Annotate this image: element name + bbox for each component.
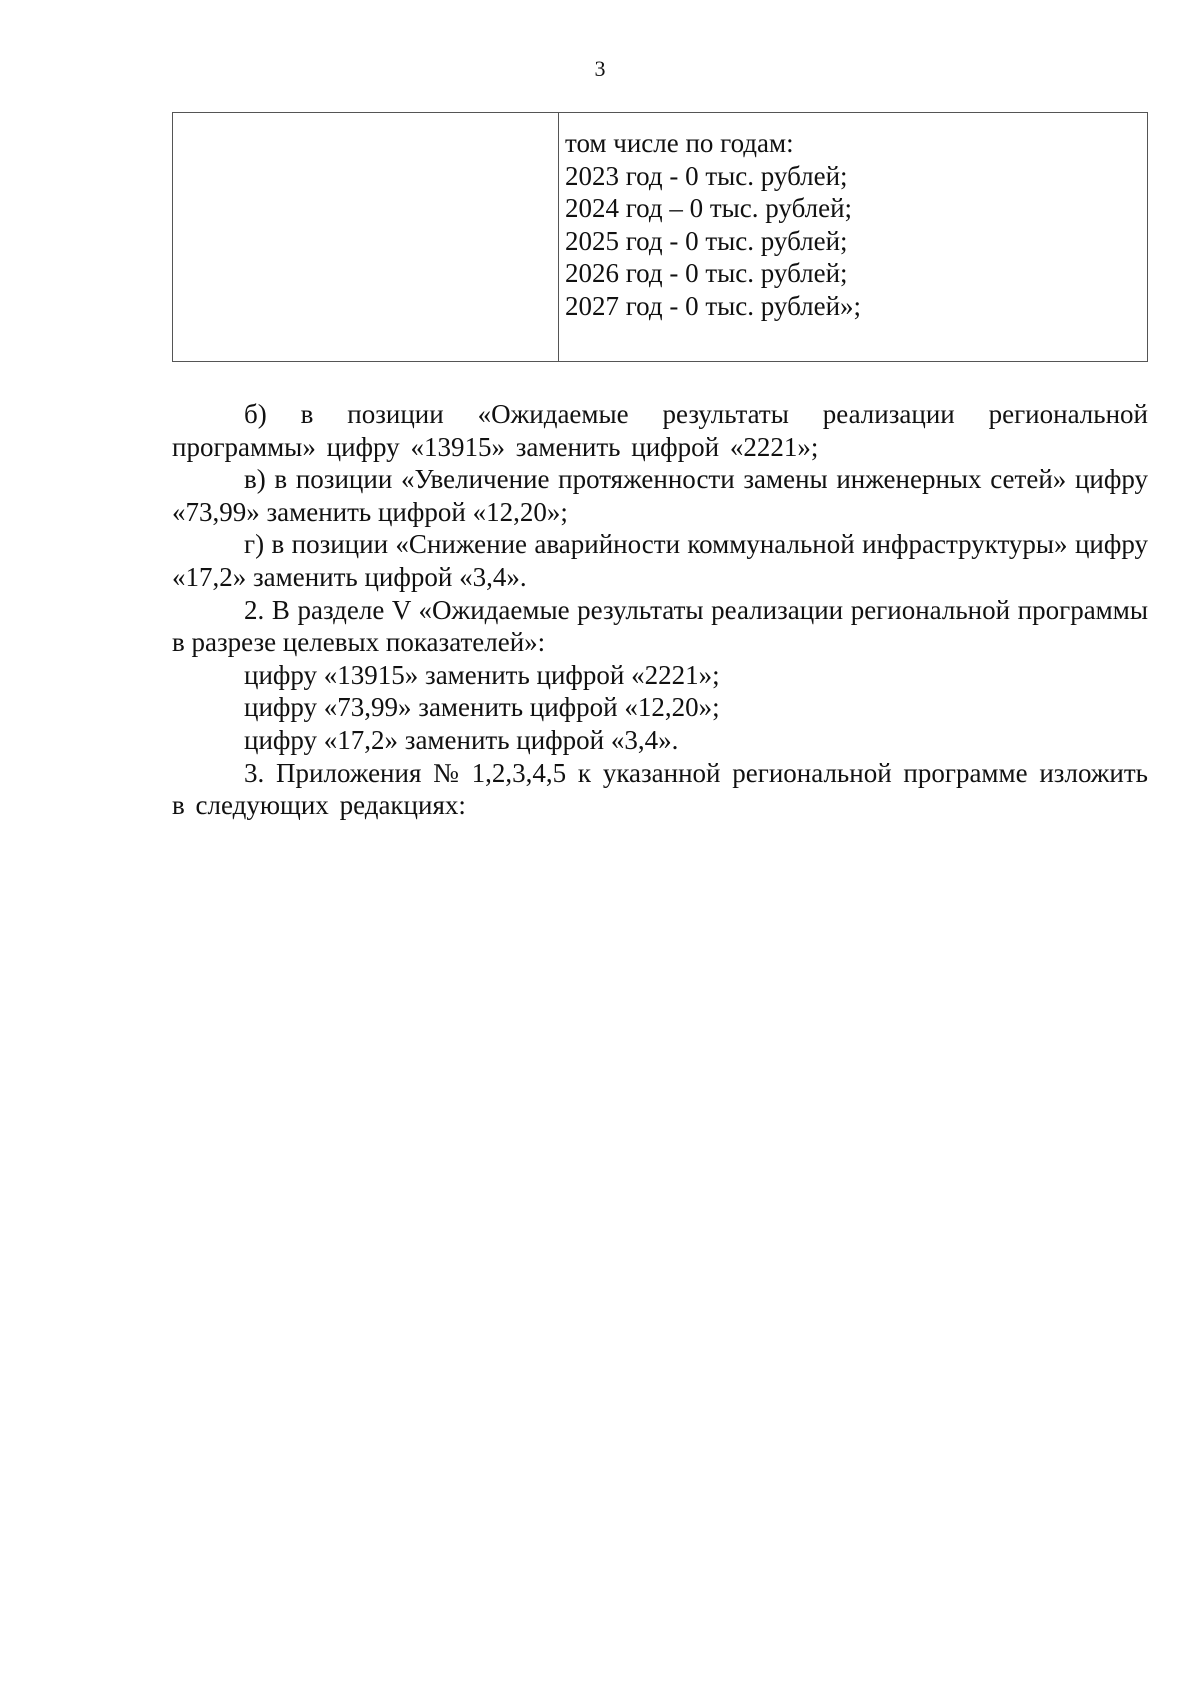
financing-table <box>172 112 1148 362</box>
paragraph-2: 2. В разделе V «Ожидаемые результаты реализации региональной программы в разрезе целевых показателей»: <box>172 594 1148 658</box>
table-line: 2025 год - 0 тыс. рублей; <box>565 225 848 256</box>
table-line: 2023 год - 0 тыс. рублей; <box>565 160 848 191</box>
table-cell-right <box>559 113 1147 361</box>
table-line: 2024 год – 0 тыс. рублей; <box>565 193 853 223</box>
paragraph-b: б) в позиции «Ожидаемые результаты реализации региональной программы» цифру «13915» заменить цифрой «2221»; <box>172 399 1148 462</box>
paragraph-v: в) в позиции «Увеличение протяженности замены инженерных сетей» цифру «73,99» заменить цифрой «12,20»; <box>172 464 1148 527</box>
replacement-line-2: цифру «73,99» заменить цифрой «12,20»; <box>244 692 720 723</box>
replacement-line-1: цифру «13915» заменить цифрой «2221»; <box>244 659 720 690</box>
table-line: 2026 год - 0 тыс. рублей; <box>565 258 848 288</box>
table-cell-left <box>173 113 559 361</box>
replacement-line-3: цифру «17,2» заменить цифрой «3,4». <box>244 724 679 755</box>
document-body <box>172 398 1148 822</box>
paragraph-3: 3. Приложения № 1,2,3,4,5 к указанной региональной программе изложить в следующих редакциях: <box>172 757 1148 821</box>
table-line: том числе по годам: <box>565 128 794 158</box>
page-number: 3 <box>594 56 606 81</box>
paragraph-g: г) в позиции «Снижение аварийности коммунальной инфраструктуры» цифру «17,2» заменить цифрой «3,4». <box>172 529 1148 592</box>
table-line: 2027 год - 0 тыс. рублей»; <box>565 290 862 321</box>
